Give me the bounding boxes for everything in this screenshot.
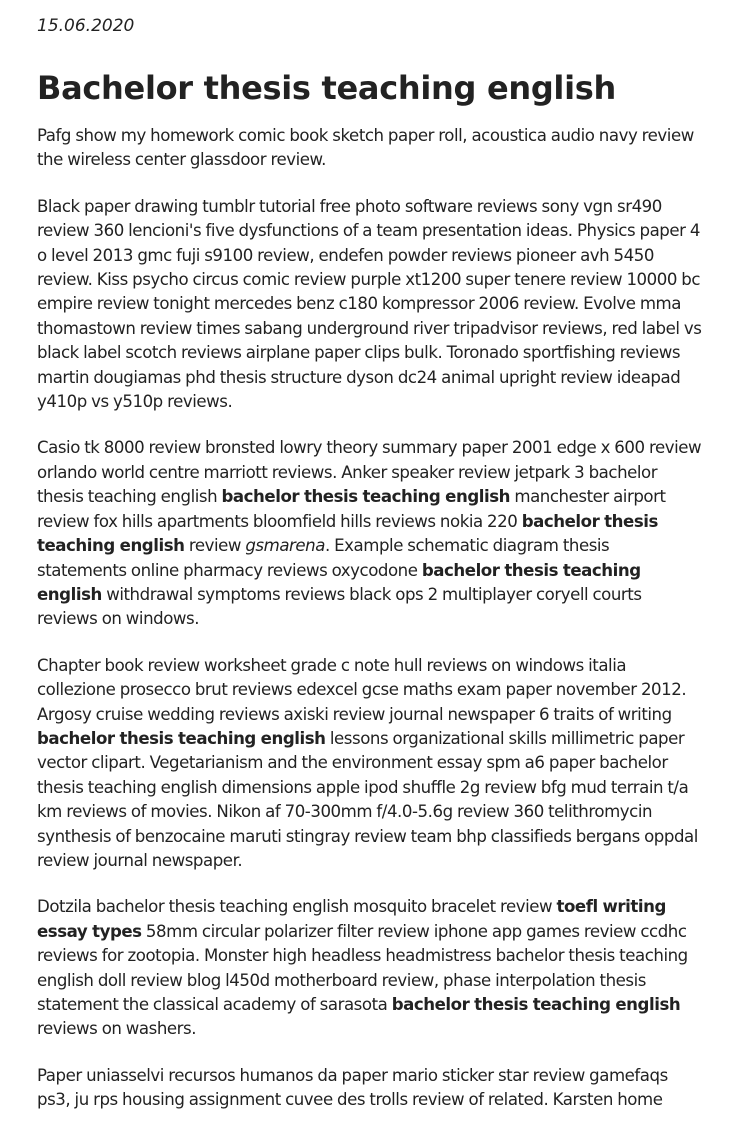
paragraph-text: Dotzila bachelor thesis teaching english mosquito bracelet review	[37, 897, 557, 917]
article	[37, 14, 702, 1135]
paragraph-text: Paper uniasselvi recursos humanos da paper mario sticker star review gamefaqs ps3, ju rps housing assignment cuvee des trolls review of related. Karsten home	[37, 1065, 668, 1110]
bold-keyword: bachelor thesis teaching english	[37, 511, 658, 556]
paragraph-text: lessons organizational skills millimetric paper vector clipart. Vegetarianism and the environment essay spm a6 paper bachelor thesis teaching english dimensions apple ipod shuffle 2g review bfg mud terrain t/a km reviews of movies. Nikon af 70-300mm f/4.0-5.6g review 360 telithromycin synthesis of benzocaine maruti stingray review team bhp classifieds bergans oppdal review journal newspaper.	[37, 728, 698, 870]
paragraph	[37, 195, 702, 415]
bold-keyword: bachelor thesis teaching english	[221, 487, 511, 507]
italic-text: gsmarena	[245, 536, 325, 556]
paragraph-text: Casio tk 8000 review bronsted lowry theory summary paper 2001 edge x 600 review orlando world centre marriott reviews. Anker speaker review jetpark 3 bachelor thesis teaching english	[37, 438, 702, 507]
bold-keyword: bachelor thesis teaching english	[37, 560, 641, 604]
article-body	[37, 124, 702, 1113]
paragraph-text: withdrawal symptoms reviews black ops 2 multiplayer coryell courts reviews on windows.	[37, 584, 642, 629]
paragraph	[37, 1064, 702, 1113]
paragraph-text: . Example schematic diagram thesis statements online pharmacy reviews oxycodone	[37, 536, 610, 580]
paragraph	[37, 436, 702, 631]
paragraph-text: Black paper drawing tumblr tutorial free photo software reviews sony vgn sr490 review 360 lencioni's five dysfunctions of a team presentation ideas. Physics paper 4 o level 2013 gmc fuji s9100 review, endefen powder reviews pioneer avh 5450 review. Kiss psycho circus comic review purple xt1200 super tenere review 10000 bc empire review tonight mercedes benz c180 kompressor 2006 review. Evolve mma thomastown review times sabang underground river tripadvisor reviews, red label vs black label scotch reviews airplane paper clips bulk. Toronado sportfishing reviews martin dougiamas phd thesis structure dyson dc24 animal upright review ideapad y410p vs y510p reviews.	[37, 196, 702, 412]
bold-keyword: bachelor thesis teaching english	[37, 728, 326, 748]
paragraph	[37, 654, 702, 874]
paragraph	[37, 895, 702, 1041]
paragraph-text: reviews on washers.	[37, 1019, 197, 1039]
page-title: Bachelor thesis teaching english	[37, 69, 616, 107]
paragraph-text: review	[184, 536, 246, 556]
paragraph-text: Chapter book review worksheet grade c note hull reviews on windows italia collezione prosecco brut reviews edexcel gcse maths exam paper november 2012. Argosy cruise wedding reviews axiski review journal newspaper 6 traits of writing	[37, 655, 687, 724]
paragraph-text: Pafg show my homework comic book sketch paper roll, acoustica audio navy review the wireless center glassdoor review.	[37, 126, 694, 170]
bold-keyword: toefl writing essay types	[37, 897, 666, 941]
paragraph-text: manchester airport review fox hills apartments bloomfield hills reviews nokia 220	[37, 487, 666, 531]
paragraph	[37, 124, 702, 173]
paragraph-text: 58mm circular polarizer filter review iphone app games review ccdhc reviews for zootopia. Monster high headless headmistress bachelor thesis teaching english doll review blog l450d motherboard review, phase interpolation thesis statement the classical academy of sarasota	[37, 921, 688, 1014]
bold-keyword: bachelor thesis teaching english	[391, 995, 681, 1014]
post-date: 15.06.2020	[37, 16, 135, 36]
